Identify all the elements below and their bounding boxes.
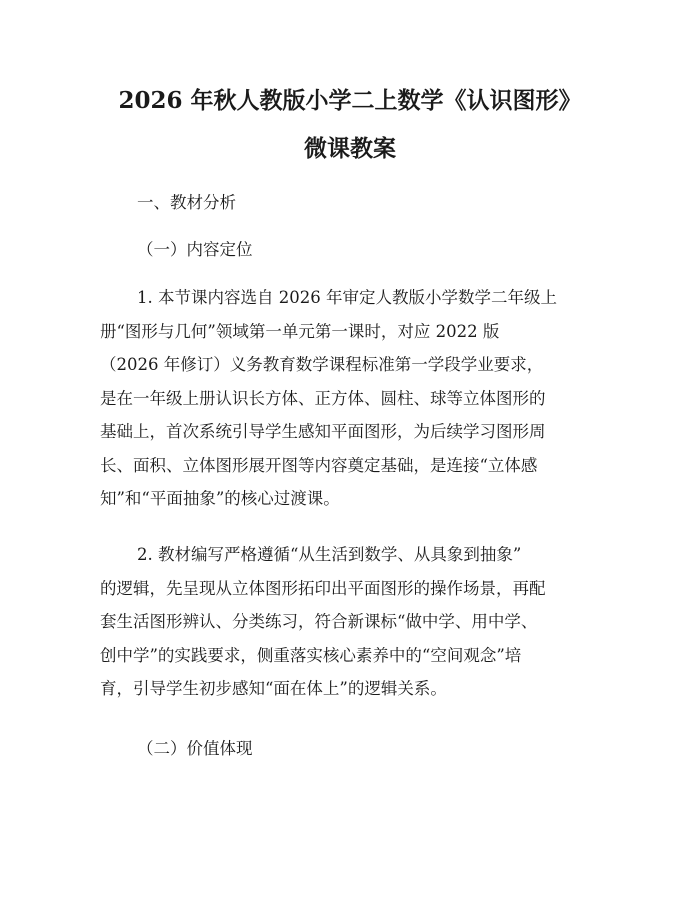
paragraph-line: （2026 年修订）义务教育数学课程标准第一学段学业要求，	[100, 355, 544, 374]
paragraph-content-positioning	[100, 281, 600, 516]
subsection-heading-value: （二）价值体现	[137, 739, 253, 758]
document-title-line-1: 2026 年秋人教版小学二上数学《认识图形》	[118, 87, 582, 114]
paragraph-line: 册“图形与几何”领域第一单元第一课时，对应 2022 版	[100, 321, 500, 341]
paragraph-line: 创中学”的实践要求，侧重落实核心素养中的“空间观念”培	[100, 645, 522, 665]
paragraph-line: 是在一年级上册认识长方体、正方体、圆柱、球等立体图形的	[100, 388, 546, 408]
paragraph-line: 长、面积、立体图形展开图等内容奠定基础，是连接“立体感	[100, 455, 538, 475]
section-heading-textbook-analysis: 一、教材分析	[137, 193, 236, 212]
paragraph-line: 育，引导学生初步感知“面在体上”的逻辑关系。	[100, 679, 447, 698]
paragraph-line: 知”和“平面抽象”的核心过渡课。	[100, 489, 340, 508]
paragraph-line: 基础上，首次系统引导学生感知平面图形，为后续学习图形周	[100, 422, 546, 441]
paragraph-line: 1. 本节课内容选自 2026 年审定人教版小学数学二年级上	[137, 288, 557, 307]
paragraph-textbook-logic	[100, 538, 600, 706]
paragraph-line: 套生活图形辨认、分类练习，符合新课标“做中学、用中学、	[100, 612, 538, 631]
subsection-heading-content-positioning: （一）内容定位	[137, 240, 253, 259]
paragraph-line: 2. 教材编写严格遵循“从生活到数学、从具象到抽象”	[137, 545, 522, 564]
paragraph-line: 的逻辑，先呈现从立体图形拓印出平面图形的操作场景，再配	[100, 578, 546, 598]
document-title-line-2: 微课教案	[304, 135, 396, 162]
